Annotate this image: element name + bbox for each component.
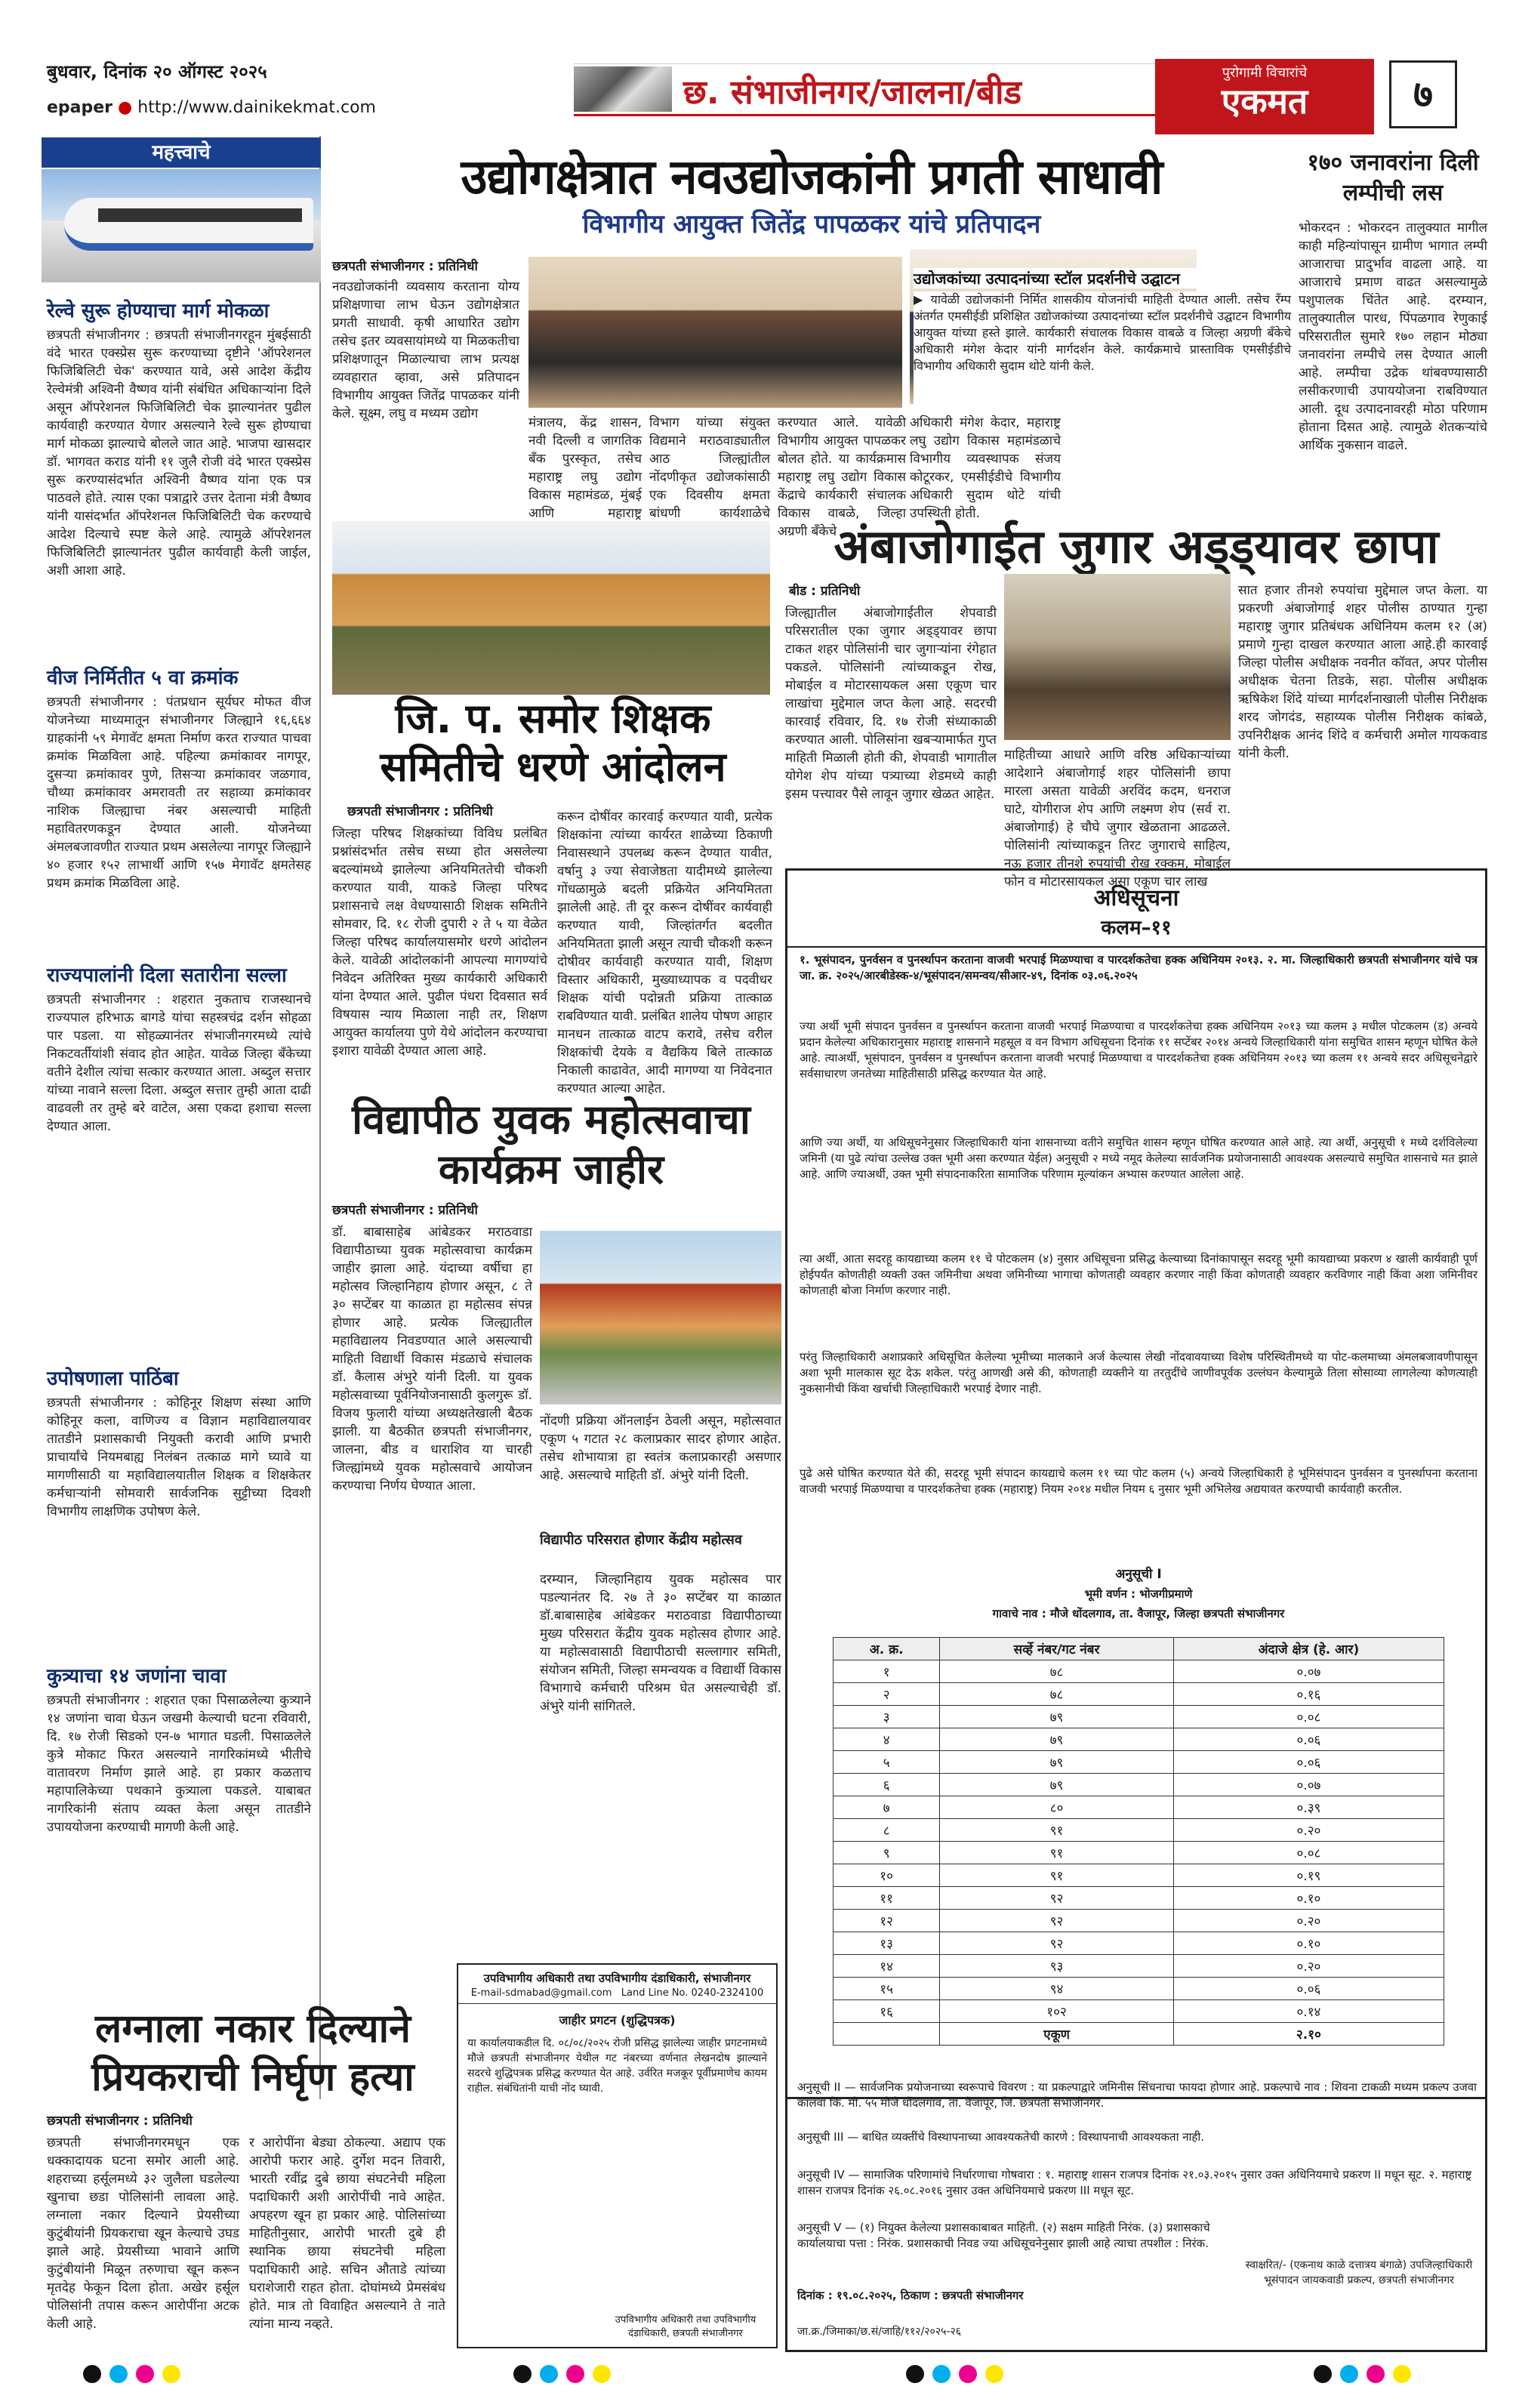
sidebar-story-title: राज्यपालांनी दिला सतारीना सल्ला — [47, 964, 287, 987]
table-row — [833, 1660, 1444, 1683]
table-cell: ७ — [833, 1796, 940, 1819]
notice-reference: जा.क्र./जिमाका/छ.सं/जाहि/११२/२०२५-२६ — [797, 2326, 962, 2338]
registration-dot — [906, 2365, 924, 2383]
table-row — [833, 1864, 1444, 1887]
lead-column: करण्यात आले. यावेळी विभागीय आयुक्त पापळकर बोलत होते. या कार्यक्रमास महाराष्ट्र लघु उद्योग विकास केंद्राचे कार्यकारी संचालक विकास वाबळे, जिल्हा अग्रणी बँकेचे — [778, 415, 906, 539]
zp-headline: जि. प. समोर शिक्षक समितीचे धरणे आंदोलन — [380, 695, 726, 791]
brand-tagline: पुरोगामी विचारांचे — [1222, 65, 1308, 81]
table-cell: २ — [833, 1683, 940, 1706]
table-row — [833, 1842, 1444, 1864]
table-cell: ७९ — [940, 1774, 1174, 1796]
table-cell: ९२ — [940, 1932, 1174, 1955]
table-cell: ९१ — [940, 1864, 1174, 1887]
notice-section: कलम–११ — [787, 913, 1485, 948]
notice-place-date: दिनांक : १९.०८.२०२५, ठिकाण : छत्रपती संभाजीनगर — [797, 2289, 1024, 2302]
total-area: २.१० — [1173, 2023, 1444, 2046]
table-cell: ६ — [833, 1774, 940, 1796]
table-cell: ०.०६ — [1173, 1728, 1444, 1751]
table-cell: ०.१६ — [1173, 1683, 1444, 1706]
page-number: ७ — [1389, 60, 1457, 128]
notice-paragraph: आणि ज्या अर्थी, या अधिसूचनेनुसार जिल्हाधिकारी यांना शासनाच्या वतीने समुचित शासन म्हणून घोषित करण्यात आले आहे. त्या अर्थी, अनुसूची १ मध्ये दर्शविलेल्या जमिनी (या पुढे त्यांचा उल्लेख उक्त भूमी असा करण्यात येईल) अनुसूची २ मध्ये नमूद केलेल्या सार्वजनिक प्रयोजनासाठी आवश्यक असल्याचे समुचित शासनाचे मत झाले आहे. आणि ज्याअर्थी, उक्त भूमी संपादनाकरिता सामाजिक परिणाम मूल्यांकन अभ्यास करण्यात आलेला आहे. — [800, 1136, 1477, 1181]
table-cell: ४ — [833, 1728, 940, 1751]
notice-paragraph: परंतु जिल्हाधिकारी अशाप्रकारे अधिसूचित केलेल्या भूमीच्या मालकाने अर्ज केल्यास लेखी नोंदवावयाच्या विशेष परिस्थितीमध्ये या पोट-कलमाच्या अंमलबजावणीपासून अशा भूमी मालकास सूट देऊ शकेल. परंतु आणखी असे की, कोणताही व्यक्तीने या तरतुदींचे जाणीवपूर्वक उल्लंघन केल्यामुळे तिला सोसाव्या लागलेल्या कोणत्याही नुकसानीची किंवा खर्चाची जिल्हाधिकारी भरपाई देणार नाही. — [800, 1350, 1477, 1395]
notice-paragraph: त्या अर्थी, आता सदरहू कायद्याच्या कलम ११ चे पोटकलम (४) नुसार अधिसूचना प्रसिद्ध केल्याच्या दिनांकापासून सदरहू भूमी कायद्याच्या प्रकरण ४ खाली कार्यवाही पूर्ण होईपर्यंत कोणतीही व्यक्ती उक्त जमिनीचा अथवा जमिनीच्या भागाचा कोणताही व्यवहार करणार नाही किंवा कोणताही व्यवहार करविणार नाही किंवा अशा जमिनीवर कोणताही बोजा निर्माण करणार नाही. — [800, 1252, 1477, 1297]
registration-dot — [109, 2365, 128, 2383]
table-cell: ०.०६ — [1173, 1751, 1444, 1774]
table-cell: ९१ — [940, 1842, 1174, 1864]
table-cell: ०.२० — [1173, 1819, 1444, 1842]
zp-column: जिल्हा परिषद शिक्षकांच्या विविध प्रलंबित प्रश्नांसंदर्भात तसेच सध्या होत असलेल्या बदल्यांमध्ये झालेल्या अनियमिततेची चौकशी करण्यात यावी, याकडे जिल्हा परिषद प्रशासनाचे लक्ष वेधण्यासाठी शिक्षक समितीने सोमवार, दि. १८ रोजी दुपारी २ ते ५ या वेळेत जिल्हा परिषद कार्यालयासमोर धरणे आंदोलन केले. यावेळी आंदोलकांनी आपल्या मागण्यांचे निवेदन अतिरिक्त मुख्य कार्यकारी अधिकारी यांना देण्यात आले. पुढील पंधरा दिवसात सर्व विषयास न्याय मिळाला नाही तर, शिक्षण आयुक्त कार्यालया पुणे येथे आंदोलन करण्याचा इशारा यावेळी देण्यात आला आहे. — [332, 826, 547, 1059]
table-row — [833, 1796, 1444, 1819]
table-cell: ५ — [833, 1751, 940, 1774]
office-phone: Land Line No. 0240-2324100 — [621, 1987, 764, 1999]
section-title: छ. संभाजीनगर/जालना/बीड — [683, 73, 1022, 112]
notice-signatory: स्वाक्षरित/- (एकनाथ काळे दत्तात्रय बंगाळे) उपजिल्हाधिकारी भूसंपादन जायकवाडी प्रकल्प, छत्रपती संभाजीनगर — [1245, 2259, 1473, 2286]
zp-column: करून दोषींवर कारवाई करण्यात यावी, प्रत्येक शिक्षकांना त्यांच्या कार्यरत शाळेच्या ठिकाणी निवासस्थाने उपलब्ध करून देण्यात यावीत, वर्षानु ३ ज्या सेवाजेष्ठता यादीमध्ये झालेल्या गोंधळामुळे बदली प्रक्रियेत अनियमितता झालेली आहे. ती दूर करून दोषींवर कार्यवाही करण्यात यावी, जिल्हांतर्गत बदलीत अनियमितता झाली असून त्याची चौकशी करून दोषीवर कार्यवाही करण्यात यावी, शिक्षण विस्तार अधिकारी, मुख्याध्यापक व पदवीधर शिक्षक यांची पदोन्नती प्रक्रिया तात्काळ राबविण्यात यावी. प्रलंबित शालेय पोषण आहार मानधन तात्काळ वाटप करावे, तसेच वरील शिक्षकांची देयके व वैद्यकिय बिले तात्काळ निकाली काढावेत, आदी मागण्या या निवेदनात करण्यात आल्या आहेत. — [557, 809, 772, 1096]
lead-byline: छत्रपती संभाजीनगर : प्रतिनिधी — [332, 259, 478, 274]
table-row — [833, 1887, 1444, 1910]
youth-subheading: विद्यापीठ परिसरात होणार केंद्रीय महोत्सव — [540, 1532, 742, 1548]
notice-frame-lower — [785, 2073, 1487, 2352]
table-row — [833, 1683, 1444, 1706]
table-row — [833, 1978, 1444, 2000]
table-cell: १२ — [833, 1910, 940, 1932]
table-row — [833, 1751, 1444, 1774]
epaper-url: http://www.dainikekmat.com — [137, 98, 376, 117]
notice-paragraph: ज्या अर्थी भूमी संपादन पुनर्वसन व पुनर्स्थापन करताना वाजवी भरपाई मिळण्याचा व पारदर्शकतेचा हक्क अधिनियम २०१३ च्या कलम ३ मधील पोटकलम (ड) अन्वये प्रदान केलेल्या अधिकारानुसार महाराष्ट्र शासनाने महसूल व वन विभाग अधिसूचना दिनांक ११ सप्टेंबर २०१४ अन्वये जिल्हाधिकारी यांना समुचित शासन म्हणून घोषित केले आहे. त्याअर्थी, भूसंपादन, पुनर्वसन व पुनर्स्थापन करताना वाजवी भरपाई मिळण्याचा व पारदर्शकतेचा हक्क अधिनियम २०१३ च्या कलम ११ अन्वये सदर अधिसूचनेद्वारे सर्वसाधारण जनतेच्या माहितीसाठी प्रसिद्ध करण्यात येत आहे. — [800, 1019, 1477, 1081]
table-cell: १४ — [833, 1955, 940, 1978]
lead-column: मंत्रालय, केंद्र शासन, नवी दिल्ली व जागतिक बँक पुरस्कृत, तसेच महाराष्ट्र लघु उद्योग विकास महामंडळ, मुंबई आणि महाराष्ट्र — [528, 415, 642, 521]
lead-column: अधिकारी मंगेश केदार, महाराष्ट्र लघु उद्योग विकास महामंडळाचे विभागीय व्यवस्थापक संजय कोटूरकर, एमसीईडीचे विभागीय अधिकारी सुदाम थोटे यांची उपस्थिती होती. — [910, 415, 1061, 521]
schedule-1-subtitle: भूमी वर्णन : भोजगीप्रमाणे — [1084, 1587, 1193, 1601]
print-registration-marks — [0, 2356, 1516, 2394]
corrigendum-notice — [457, 1963, 778, 2348]
registration-dot — [162, 2365, 180, 2383]
notice-paragraph: पुढे असे घोषित करण्यात येते की, सदरहू भूमी संपादन कायद्याचे कलम ११ च्या पोट कलम (५) अन्वये जिल्हाधिकारी हे भूमिसंपादन पुनर्वसन व पुनर्स्थापना करताना वाजवी भरपाई मिळण्याचा व पारदर्शकतेचा हक्क (महाराष्ट्र) नियम २०१४ मधील नियम ६ नुसार भूमी अभिलेख अद्ययावत करण्याची कार्यवाही करतील. — [800, 1466, 1477, 1496]
table-cell: ९१ — [940, 1819, 1174, 1842]
corrigendum-title: जाहीर प्रगटन (शुद्धिपत्रक) — [559, 2013, 676, 2027]
table-row — [833, 1819, 1444, 1842]
lead-column: नवउद्योजकांनी व्यवसाय करताना योग्य प्रशिक्षणाचा लाभ घेऊन उद्योगक्षेत्रात प्रगती साधावी. कृषी आधारित उद्योग तसेच इतर व्यवसायांमध्ये या मिळकतीचा प्रशिक्षणातून मिळाल्याचा लाभ प्रत्यक्ष व्यवहारात व्हावा, असे प्रतिपादन विभागीय आयुक्त जितेंद्र पापळकर यांनी केले. सूक्ष्म, लघु व मध्यम उद्योग — [332, 279, 519, 421]
table-cell: १३ — [833, 1932, 940, 1955]
workshop-photo — [528, 257, 902, 408]
registration-dot — [136, 2365, 154, 2383]
table-cell: ०.०८ — [1173, 1706, 1444, 1728]
sidebar-story-body: छत्रपती संभाजीनगर : कोहिनूर शिक्षण संस्था आणि कोहिनूर कला, वाणिज्य व विज्ञान महाविद्यालयावर तातडीने प्रशासकाची नियुक्ती करावी आणि प्रभारी प्राचार्यांचे नियमबाह्य निलंबन तत्काळ मागे घ्यावे या मागणीसाठी या महाविद्यालयातील शिक्षक व शिक्षकेतर कर्मचाऱ्यांनी सोमवारी सार्वजनिक सुट्टीच्या दिवशी विभागीय लाक्षणिक उपोषण केले. — [47, 1395, 311, 1519]
table-cell: ०.०८ — [1173, 1842, 1444, 1864]
total-label: एकूण — [940, 2023, 1174, 2046]
registration-dot — [1367, 2365, 1385, 2383]
registration-dot — [985, 2365, 1003, 2383]
youth-byline: छत्रपती संभाजीनगर : प्रतिनिधी — [332, 1203, 478, 1218]
vaccine-headline: १७० जनावरांना दिली लम्पीची लस — [1307, 150, 1479, 206]
table-cell: ७८ — [940, 1683, 1174, 1706]
registration-dot — [1340, 2365, 1358, 2383]
sidebar-story-body: छत्रपती संभाजीनगर : शहरात एका पिसाळलेल्या कुत्र्याने १४ जणांना चावा घेऊन जखमी केल्याची घटना रविवारी, दि. १७ रोजी सिडको एन-७ भागात घडली. पिसाळलेले कुत्रे मोकाट फिरत असल्याने नागरिकांमध्ये भीतीचे वातावरण निर्माण झाले आहे. हा प्रकार कळताच महापालिकेच्या पथकाने कुत्र्याला पकडले. याबाबत नागरिकांनी संताप व्यक्त केला असून तातडीने उपाययोजना करण्याची मागणी केली आहे. — [47, 1693, 311, 1835]
corrigendum-signature: उपविभागीय अधिकारी तथा उपविभागीय दंडाधिकारी, छत्रपती संभाजीनगर — [615, 2314, 756, 2339]
table-cell: १० — [833, 1864, 940, 1887]
schedule-1-village: गावाचे नाव : मौजे धोंदलगाव, ता. वैजापूर, जिल्हा छत्रपती संभाजीनगर — [992, 1607, 1285, 1620]
table-cell: ९ — [833, 1842, 940, 1864]
murder-column: छत्रपती संभाजीनगरमधून एक धक्कादायक घटना समोर आली आहे. शहराच्या हर्सूलमध्ये ३२ जुलैला घडलेल्या खुनाचा छडा पोलिसांनी लावला आहे. लग्नाला नकार दिल्याने प्रेयसीच्या कुटुंबीयांनी प्रियकराचा खून केल्याचे उघड झाले आहे. प्रेयसीच्या भावाने आणि कुटुंबीयांनी मिळून तरुणाचा खून करून मृतदेह फेकून दिला होता. अखेर हर्सूल पोलिसांनी तपास करून आरोपींना अटक केली आहे. — [47, 2135, 239, 2332]
table-cell: ७९ — [940, 1751, 1174, 1774]
sidebar-heading: महत्त्वाचे — [42, 137, 321, 168]
table-cell: १ — [833, 1660, 940, 1683]
ambajogai-column: सात हजार तीनशे रुपयांचा मुद्देमाल जप्त केला. या प्रकरणी अंबाजोगाई शहर पोलीस ठाण्यात गुन्हा महाराष्ट्र जुगार प्रतिबंधक अधिनियम कलम १२ (अ) प्रमाणे गुन्हा दाखल करण्यात आला आहे.ही कारवाई जिल्हा पोलीस अधीक्षक नवनीत कॉवत, अपर पोलीस अधीक्षक चेतना तिडके, सहा. पोलीस अधीक्षक ऋषिकेश शिंदे यांच्या मार्गदर्शनाखाली पोलीस निरीक्षक शरद जोगदंड, सहाय्यक पोलीस निरीक्षक कांबळे, उपनिरीक्षक आनंद शिंदे व कर्मचारी अमोल गायकवाड यांनी केली. — [1238, 583, 1487, 761]
office-name: उपविभागीय अधिकारी तथा उपविभागीय दंडाधिकारी, संभाजीनगर — [483, 1972, 751, 1985]
header-collage-image — [574, 66, 672, 112]
murder-byline: छत्रपती संभाजीनगर : प्रतिनिधी — [47, 2114, 193, 2129]
gambling-raid-photo — [1004, 574, 1231, 740]
table-cell: ०.२० — [1173, 1955, 1444, 1978]
epaper-label: epaper — [47, 98, 113, 117]
schedule-1-title: अनुसूची I — [1115, 1567, 1162, 1582]
lead-subheadline: विभागीय आयुक्त जितेंद्र पापळकर यांचे प्रतिपादन — [582, 209, 1041, 239]
epaper-link[interactable] — [47, 98, 376, 117]
sidebar-story-title: उपोषणाला पाठिंबा — [47, 1367, 179, 1390]
brand-name: एकमत — [1221, 81, 1308, 122]
table-header: सर्व्हे नंबर/गट नंबर — [940, 1638, 1174, 1660]
notice-schedule-4: अनुसूची IV — सामाजिक परिणामांचे निर्धारणाचा गोषवारा : १. महाराष्ट्र शासन राजपत्र दिनांक २१.०३.२०१५ नुसार उक्त अधिनियमाचे प्रकरण II मधून सूट. २. महाराष्ट्र शासन राजपत्र दिनांक २६.०८.२०१६ नुसार उक्त अधिनियमाचे प्रकरण III मधून सूट. — [797, 2168, 1472, 2197]
table-row — [833, 1728, 1444, 1751]
youth-column: नोंदणी प्रक्रिया ऑनलाईन ठेवली असून, महोत्सवात एकूण ५ गटात २८ कलाप्रकार सादर होणार आहेत. तसेच शोभायात्रा हा स्वतंत्र कलाप्रकारही असणार आहे. असल्याचे माहिती डॉ. अंभुरे यांनी दिली. — [540, 1414, 781, 1483]
lead-headline: उद्योगक्षेत्रात नवउद्योजकांनी प्रगती साधावी — [461, 150, 1163, 205]
issue-date: बुधवार, दिनांक २० ऑगस्ट २०२५ — [47, 61, 267, 82]
registration-dot — [1314, 2365, 1332, 2383]
table-row — [833, 1932, 1444, 1955]
registration-dot — [566, 2365, 584, 2383]
table-row — [833, 2000, 1444, 2023]
table-cell: ७८ — [940, 1660, 1174, 1683]
table-cell: ९२ — [940, 1887, 1174, 1910]
sidebar-story-title: वीज निर्मितीत ५ वा क्रमांक — [47, 667, 239, 689]
table-header: अ. क्र. — [833, 1638, 940, 1660]
table-cell: ८० — [940, 1796, 1174, 1819]
table-header: अंदाजे क्षेत्र (हे. आर) — [1173, 1638, 1444, 1660]
table-cell: ०.०७ — [1173, 1660, 1444, 1683]
notice-schedule-2: अनुसूची II — सार्वजनिक प्रयोजनाच्या स्वरूपाचे विवरण : या प्रकल्पाद्वारे जमिनीस सिंचनाचा फायदा होणार आहे. प्रकल्पाचे नाव : शिवना टाकळी मध्यम प्रकल्प उजवा कालवा कि. मी. ५५ मौजे धोंदलगाव, ता. वैजापूर, जि. छत्रपती संभाजीनगर. — [797, 2080, 1477, 2110]
lead-column: विभाग यांच्या संयुक्त विद्यमाने मराठवाड्यातील आठ जिल्ह्यांतील नोंदणीकृत उद्योजकांसाठी एक दिवसीय क्षमता बांधणी कार्यशाळेचे — [649, 415, 770, 521]
table-cell: ०.१४ — [1173, 2000, 1444, 2023]
table-cell: ७९ — [940, 1728, 1174, 1751]
youth-column: डॉ. बाबासाहेब आंबेडकर मराठवाडा विद्यापीठाच्या युवक महोत्सवाचा कार्यक्रम जाहीर झाला आहे. यंदाच्या वर्षीचा हा महोत्सव जिल्हानिहाय होणार असून, ८ ते ३० सप्टेंबर या काळात हा महोत्सव संपन्न होणार आहे. प्रत्येक जिल्ह्यातील महाविद्यालय निवडण्यात आले असल्याची माहिती विद्यार्थी विकास मंडळाचे संचालक डॉ. कैलास अंभुरे यांनी दिली. या युवक महोत्सवाच्या पूर्वनियोजनासाठी कुलगुरू डॉ. विजय फुलारी यांच्या अध्यक्षतेखाली बैठक झाली. या बैठकीत छत्रपती संभाजीनगर, जालना, बीड व धाराशिव या चारही जिल्ह्यांमध्ये युवक महोत्सवाचे आयोजन करण्याचा निर्णय घेण्यात आला. — [332, 1225, 532, 1494]
registration-dot — [959, 2365, 977, 2383]
sidebar-story-body: छत्रपती संभाजीनगर : पंतप्रधान सूर्यघर मोफत वीज योजनेच्या माध्यमातून संभाजीनगर जिल्ह्याने १६,६६४ ग्राहकांनी ५९ मेगावॅट क्षमता निर्माण करत राज्यात पाचवा क्रमांक मिळविला आहे. पहिल्या क्रमांकावर नागपूर, दुसऱ्या क्रमांकावर पुणे, तिसऱ्या क्रमांकावर जळगाव, चौथ्या क्रमांकावर अमरावती तर सहाव्या क्रमांकावर नाशिक जिल्ह्याचा नंबर असल्याची माहिती महावितरणकडून देण्यात आली. योजनेच्या अंमलबजावणीत राज्यात प्रथम असलेल्या नागपूर जिल्ह्याने ४० हजार १५२ लाभार्थी आणि १५७ मेगावॅट क्षमतेसह प्रथम क्रमांक मिळविला आहे. — [47, 695, 311, 891]
ambajogai-column: माहितीच्या आधारे आणि वरिष्ठ अधिकाऱ्यांच्या आदेशाने अंबाजोगाई शहर पोलिसांनी छापा मारला असता यावेळी अरविंद कदम, धनराज घाटे, योगीराज शेप आणि लक्ष्मण शेप (सर्व रा. अंबाजोगाई) हे चौघे जुगार खेळताना आढळले. पोलिसांनी त्यांच्याकडून तिरट जुगाराचे साहित्य, नऊ हजार तीनशे रुपयांची रोख रक्कम, मोबाईल फोन व मोटारसायकल असा एकूण चार लाख — [1004, 748, 1231, 890]
notice-schedule-3: अनुसूची III — बाधित व्यक्तींचे विस्थापनाच्या आवश्यकतेची कारणे : विस्थापनाची आवश्यकता नाही. — [797, 2130, 1205, 2144]
teachers-protest-photo — [332, 521, 770, 695]
murder-headline: लग्नाला नकार दिल्याने प्रियकराची निर्घृण हत्या — [91, 2006, 414, 2100]
stall-body: ▶ यावेळी उद्योजकांनी निर्मित शासकीय योजनांची माहिती देण्यात आली. तसेच रँम्प अंतर्गत एमसीईडी प्रशिक्षित उद्योजकांच्या उत्पादनांच्या स्टॉल प्रदर्शनीचे उद्घाटन विभागीय आयुक्त यांच्या हस्ते झाले. कार्यकारी संचालक विकास वाबळे व जिल्हा अग्रणी बँकेचे अधिकारी मंगेश केदार यांनी मार्गदर्शन केले. कार्यक्रमाचे प्रास्ताविक एमसीईडीचे विभागीय अधिकारी सुदाम थोटे यांनी केले. — [914, 291, 1291, 405]
table-cell: १६ — [833, 2000, 940, 2023]
table-cell: ०.१० — [1173, 1887, 1444, 1910]
ambajogai-byline: बीड : प्रतिनिधी — [789, 584, 861, 599]
sidebar-story-body: छत्रपती संभाजीनगर : छत्रपती संभाजीनगरहून मुंबईसाठी वंदे भारत एक्स्प्रेस सुरू करण्याच्या दृष्टीने 'ऑपरेशनल फिजिबिलिटी चेक' करण्यात यावे, असे आदेश केंद्रीय रेल्वेमंत्री अश्विनी वैष्णव यांनी संबंधित अधिकाऱ्यांना दिले असून ऑपरेशनल फिजिबिलिटी चेक झाल्यानंतर पुढील कार्यवाही करण्यात येणार असल्याने रेल्वे सुरू होण्याचा मार्ग मोकळा झाल्याचे बोलले जात आहे. भाजपा खासदार डॉ. भागवत कराड यांनी ११ जुलै रोजी वंदे भारत एक्स्प्रेस सुरू करण्यासंदर्भात अश्विनी वैष्णव यांना एक पत्र पाठवले होते. त्यास एका पत्राद्वारे उत्तर देताना मंत्री वैष्णव यांनी यासंदर्भात ऑपरेशनल फिजिबिलिटी चेक करण्याचे आदेश दिल्याचे स्पष्ट केले आहे. त्यामुळे ऑपरेशनल फिजिबिलिटी झाल्यानंतर पुढील कार्यवाही केली जाईल, अशी आशा आहे. — [47, 328, 311, 578]
table-row — [833, 1910, 1444, 1932]
sidebar-story-title: रेल्वे सुरू होण्याचा मार्ग मोकळा — [47, 300, 270, 322]
vande-bharat-train-photo — [42, 169, 321, 282]
table-cell: १५ — [833, 1978, 940, 2000]
table-cell: ९३ — [940, 1955, 1174, 1978]
table-cell: ०.१९ — [1173, 1864, 1444, 1887]
table-cell: ९४ — [940, 1978, 1174, 2000]
table-row — [833, 1955, 1444, 1978]
table-cell: ०.०७ — [1173, 1774, 1444, 1796]
corrigendum-body: या कार्यालयाकडील दि. ०८/०८/२०२५ रोजी प्रसिद्ध झालेल्या जाहीर प्रगटनामध्ये मौजे छत्रपती संभाजीनगर येथील गट नंबरच्या वर्णनात लेखनदोष झाल्याने सदरचे शुद्धिपत्रक प्रसिद्ध करण्यात येत आहे. उर्वरित मजकूर पूर्वीप्रमाणेच कायम राहील. संबंधितांनी याची नोंद घ्यावी. — [467, 2037, 767, 2095]
table-cell: ०.०६ — [1173, 1978, 1444, 2000]
notice-schedule-5: अनुसूची V — (१) नियुक्त केलेल्या प्रशासकाबाबत माहिती. (२) सक्षम माहिती निरंक. (३) प्रशासकाचे कार्यालयाचा पत्ता : निरंक. प्रशासकाची निवड ज्या अधिसूचनेनुसार झाली आहे त्याचा तपशील : निरंक. — [797, 2221, 1210, 2250]
table-cell: ७९ — [940, 1706, 1174, 1728]
registration-dot — [932, 2365, 951, 2383]
notice-title: अधिसूचना — [1093, 885, 1179, 911]
table-row — [833, 1774, 1444, 1796]
ambajogai-column: जिल्ह्यातील अंबाजोगाईतील शेपवाडी परिसरातील एका जुगार अड्ड्यावर छापा टाकत शहर पोलिसांनी चार जुगाऱ्यांना रंगेहात पकडले. पोलिसांनी त्यांच्याकडून रोख, मोबाईल व मोटारसायकल असा एकूण चार लाखांचा मुद्देमाल जप्त केला आहे. सदरची कारवाई रविवार, दि. १७ रोजी संध्याकाळी करण्यात आली. पोलिसांना खबऱ्यामार्फत गुप्त माहिती मिळाली होती की, शेपवाडी भागातील योगेश शेप यांच्या पत्र्याच्या शेडमध्ये काही इसम पत्त्यावर पैसे लावून जुगार खेळत आहेत. — [785, 606, 997, 802]
notice-references: १. भूसंपादन, पुनर्वसन व पुनर्स्थापन करताना वाजवी भरपाई मिळण्याचा व पारदर्शकतेचा हक्क अधिनियम २०१३. २. मा. जिल्हाधिकारी छत्रपती संभाजीनगर यांचे पत्र जा. क्र. २०२५/आरबीडेस्क-४/भूसंपादन/समन्वय/सीआर-४९, दिनांक ०३.०६.२०२५ — [800, 953, 1477, 982]
table-cell: ३ — [833, 1706, 940, 1728]
sidebar-story-body: छत्रपती संभाजीनगर : शहरात नुकताच राजस्थानचे राज्यपाल हरिभाऊ बागडे यांचा सहस्त्रचंद्र दर्शन सोहळा पार पडला. या सोहळ्यानंतर संभाजीनगरमध्ये त्यांचे निकटवर्तीयांशी संवाद होत आहेत. यावेळ जिल्हा बँकेच्या वतीने देशील त्यांचा सत्कार करण्यात आला. अब्दुल सत्तार यांच्या नावाने सल्ला दिला. अब्दुल सत्तार तुम्ही आता दाढी वाढवली तर तुम्हे बरे वाटेल, असा एकदा हशाचा सल्ला देण्यात आला. — [47, 992, 311, 1134]
registration-dot — [540, 2365, 558, 2383]
youth-column: दरम्यान, जिल्हानिहाय युवक महोत्सव पार पडल्यानंतर दि. २७ ते ३० सप्टेंबर या काळात डॉ.बाबासाहेब आंबेडकर मराठवाडा विद्यापीठाच्या मुख्य परिसरात केंद्रीय युवक महोत्सव होणार आहे. या महोत्सवासाठी विद्यापीठाची सल्लागार समिती, संयोजन समिती, जिल्हा समन्वयक व विद्यार्थी विकास विभागाचे कर्मचारी परिश्रम घेत असल्याचेही डॉ. अंभुरे यांनी सांगितले. — [540, 1572, 781, 1714]
murder-column: र आरोपींना बेड्या ठोकल्या. अद्याप एक आरोपी फरार आहे. दुर्गेश मदन तिवारी, भारती रवींद्र दुबे छाया संघटनेची महिला पदाधिकारी अशी आरोपींची नावे आहेत. अपहरण खून हा प्रकार आहे. पोलिसांच्या माहितीनुसार, आरोपी भारती दुबे ही स्थानिक छाया संघटनेची महिला पदाधिकारी आहे. सचिन औताडे त्यांच्या घराशेजारी राहत होता. दोघांमध्ये प्रेमसंबंध होते. मात्र तो विवाहित असल्याने ते नाते त्यांना मान्य नव्हते. — [249, 2135, 445, 2332]
table-cell: ११ — [833, 1887, 940, 1910]
zp-byline: छत्रपती संभाजीनगर : प्रतिनिधी — [347, 804, 493, 819]
sidebar-story-title: कुत्र्याचा १४ जणांना चावा — [47, 1665, 226, 1688]
registration-dot — [513, 2365, 532, 2383]
ambajogai-headline: अंबाजोगाईत जुगार अड्ड्यावर छापा — [833, 519, 1439, 574]
table-cell: ०.२० — [1173, 1910, 1444, 1932]
brand-logo — [1155, 59, 1374, 134]
globe-icon: ● — [118, 98, 133, 117]
registration-dot — [83, 2365, 101, 2383]
land-acquisition-notice — [785, 868, 1487, 2099]
table-cell: ९२ — [940, 1910, 1174, 1932]
university-gate-photo — [540, 1231, 781, 1404]
registration-dot — [593, 2365, 611, 2383]
table-cell: ८ — [833, 1819, 940, 1842]
registration-dot — [1393, 2365, 1411, 2383]
table-cell: १०२ — [940, 2000, 1174, 2023]
office-email: E-mail-sdmabad@gmail.com — [470, 1987, 612, 1999]
table-cell: ०.३९ — [1173, 1796, 1444, 1819]
land-schedule-table — [833, 1637, 1444, 2046]
table-row — [833, 1706, 1444, 1728]
stall-heading: उद्योजकांच्या उत्पादनांच्या स्टॉल प्रदर्शनीचे उद्घाटन — [914, 268, 1291, 288]
masthead — [0, 0, 1516, 136]
vaccine-body: भोकरदन : भोकरदन तालुक्यात मागील काही महिन्यांपासून ग्रामीण भागात लम्पी आजाराचा प्रादुर्भाव वाढला आहे. या आजाराचे प्रमाण वाढत असल्यामुळे पशुपालक चिंतेत आहे. दरम्यान, तालुक्यातील पारध, पिंपळगाव रेणुकाई परिसरातील सुमारे १७० लहान मोठ्या जनावरांना लम्पीचे लस देण्यात आली आहे. लम्पीचा उद्रेक थांबवण्यासाठी लसीकरणाची उपाययोजना राबविण्यात आली. दूध उत्पादनावरही मोठा परिणाम होताना दिसत आहे. त्यामुळे शेतकऱ्यांचे आर्थिक नुकसान वाढले. — [1299, 220, 1487, 453]
youth-festival-headline: विद्यापीठ युवक महोत्सवाचा कार्यक्रम जाहीर — [352, 1096, 750, 1193]
table-cell: ०.१० — [1173, 1932, 1444, 1955]
